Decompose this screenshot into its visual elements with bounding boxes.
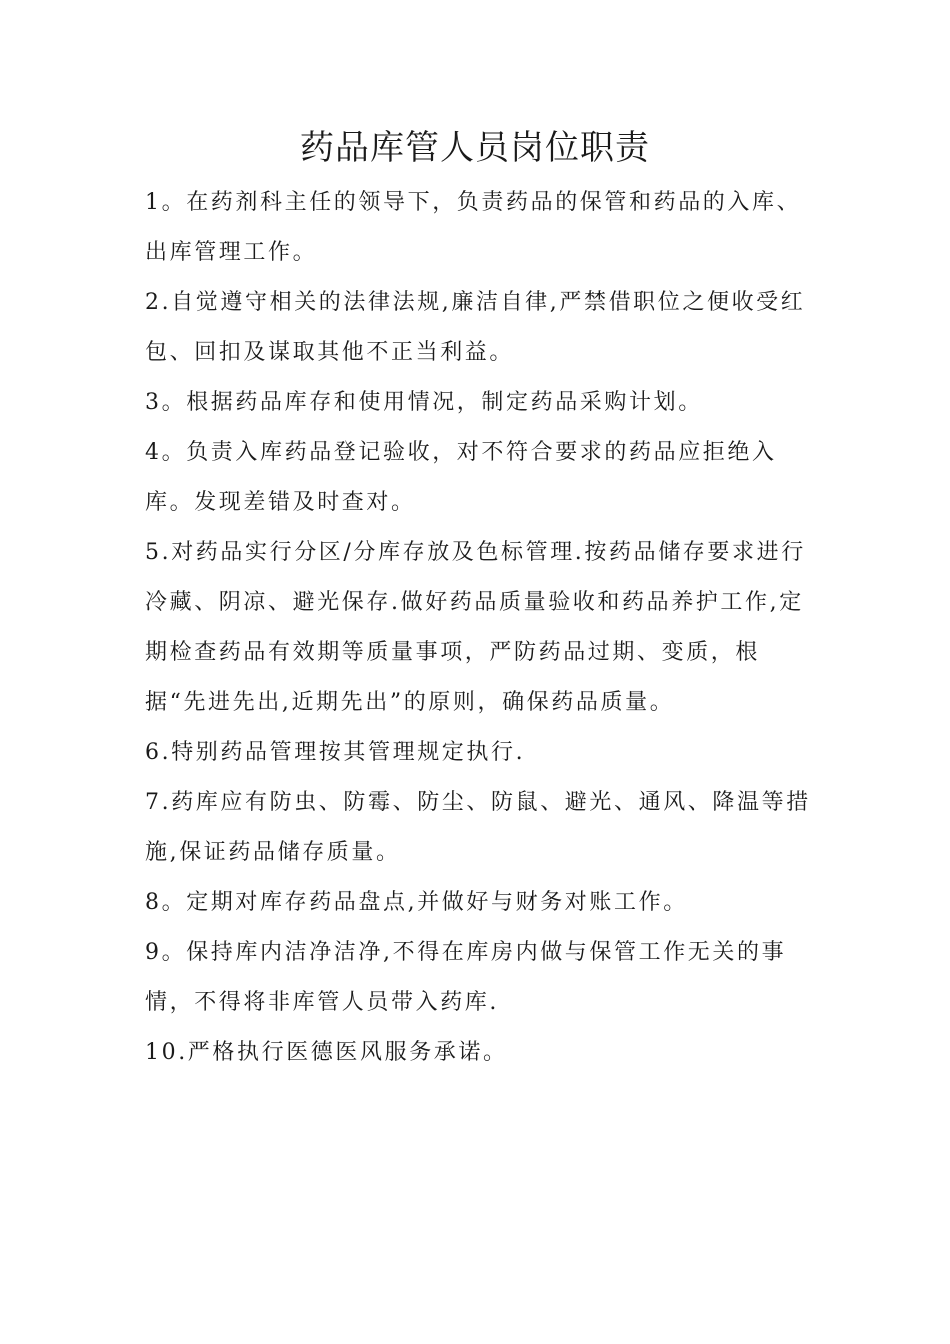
duty-item-1: 1。在药剂科主任的领导下，负责药品的保管和药品的入库、出库管理工作。 xyxy=(145,190,802,265)
duty-item-5: 5.对药品实行分区/分库存放及色标管理.按药品储存要求进行冷藏、阴凉、避光保存.做好药品质量验收和药品养护工作,定期检查药品有效期等质量事项，严防药品过期、变质，根据“先进先出,近期先出”的原则，确保药品质量。 xyxy=(145,540,806,715)
duty-item-10: 10.严格执行医德医风服务承诺。 xyxy=(145,1040,508,1065)
duty-item-4: 4。负责入库药品登记验收，对不符合要求的药品应拒绝入库。发现差错及时查对。 xyxy=(145,440,777,515)
duty-item-2: 2.自觉遵守相关的法律法规,廉洁自律,严禁借职位之便收受红包、回扣及谋取其他不正当利益。 xyxy=(145,290,806,365)
document-title: 药品库管人员岗位职责 xyxy=(300,128,650,168)
duty-item-8: 8。定期对库存药品盘点,并做好与财务对账工作。 xyxy=(145,890,688,915)
duty-item-3: 3。根据药品库存和使用情况，制定药品采购计划。 xyxy=(145,390,703,415)
duty-item-7: 7.药库应有防虫、防霉、防尘、防鼠、避光、通风、降温等措施,保证药品储存质量。 xyxy=(145,790,811,865)
duty-item-9: 9。保持库内洁净洁净,不得在库房内做与保管工作无关的事情，不得将非库管人员带入药库. xyxy=(145,940,787,1015)
duty-list xyxy=(145,178,815,1078)
duty-item-6: 6.特别药品管理按其管理规定执行. xyxy=(145,740,526,765)
